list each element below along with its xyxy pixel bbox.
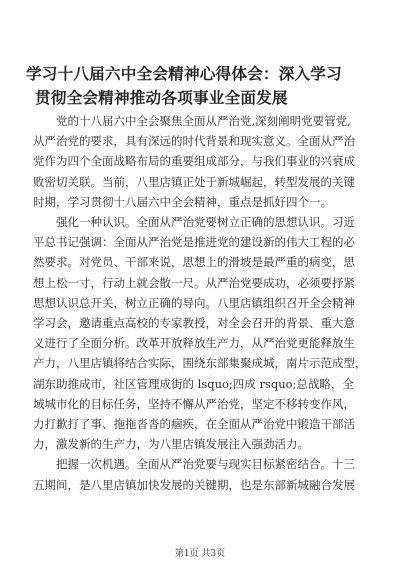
body-line: 域城市化的目标任务，坚持不懈从严治党，坚定不移转变作风，: [33, 396, 355, 411]
body-line: 义进行了全面分析。改革开放释放生产力，从严治党更能释放生: [33, 336, 355, 351]
body-line: 力打歉打了事、拖拖沓沓的痼疾，在全面从严治党中锻造干部活: [33, 417, 355, 432]
document-body: [33, 111, 378, 495]
body-line: 力，激发新的生产力，为八里店镇发展注入强劲活力。: [33, 437, 309, 452]
body-line: 强化一种认识。全面从严治党要树立正确的思想认识。习近: [33, 215, 355, 230]
body-line: 从严治党的要求，具有深远的时代背景和现实意义。全面从严治: [33, 134, 355, 149]
body-line: 党的十八届六中全会聚焦全面从严治党,深刻阐明党要管党,: [33, 114, 351, 128]
title-line-1: 学习十八届六中全会精神心得体会：深入学习: [26, 65, 342, 83]
body-line: 时期，学习贯彻十八届六中全会精神，重点是抓好四个一。: [33, 194, 332, 209]
body-line: 然要求。对党员、干部来说，思想上的滑坡是最严重的病变，思: [33, 255, 355, 270]
body-line: 五期间，是八里店镇加快发展的关键期，也是东部新城融合发展: [33, 477, 355, 492]
body-line: 把握一次机遇。全面从严治党要与现实目标紧密结合。十三: [33, 457, 355, 472]
body-line: 败密切关联。当前，八里店镇正处于新城崛起，转型发展的关键: [33, 174, 355, 189]
page-footer: 第1页 共3页: [174, 549, 226, 559]
body-line: 思想认识总开关，树立正确的导向。八里店镇组织召开全会精神: [33, 295, 355, 310]
body-line: 党作为四个全面战略布局的重要组成部分，与我们事业的兴衰成: [33, 154, 355, 169]
body-line: 想上松一寸，行动上就会散一尺。从严治党要成功，必须要抒紧: [33, 275, 355, 290]
body-line: 湖东助推成市，社区管理成街的 lsquo;四成 rsquo;总战略，全: [33, 376, 354, 391]
body-line: 学习会，邀请重点高校的专家教授，对全会召开的背景、重大意: [33, 316, 355, 331]
body-line: 产力，八里店镇将结合实际，围绕东部集聚成城，南片示范成型，: [33, 356, 367, 371]
title-line-2: 贯彻全会精神推动各项事业全面发展: [35, 89, 288, 107]
document-title: [26, 62, 376, 110]
body-line: 平总书记强调：全面从严治党是推进党的建设新的伟大工程的必: [33, 235, 355, 250]
